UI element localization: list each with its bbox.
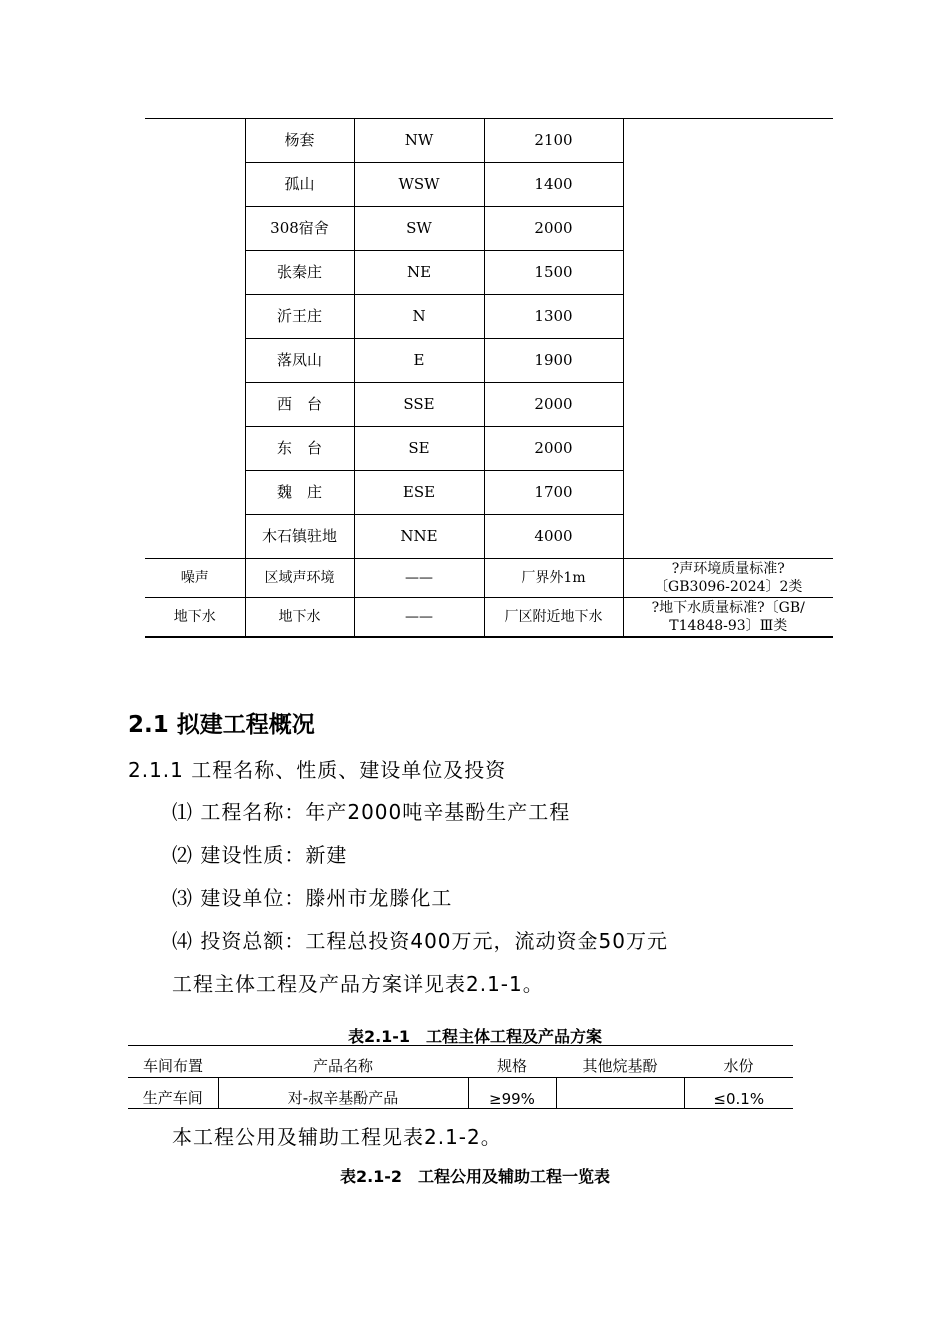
cell-direction: ESE — [354, 471, 484, 515]
sensitive-points-table — [145, 118, 833, 638]
cell-distance: 2000 — [484, 207, 623, 251]
cell-distance: 4000 — [484, 515, 623, 559]
col-header-moisture: 水份 — [684, 1046, 793, 1078]
cell-category — [145, 383, 245, 427]
cell-category — [145, 295, 245, 339]
cell-direction: N — [354, 295, 484, 339]
cell-direction: NW — [354, 119, 484, 163]
cell-direction: —— — [354, 559, 484, 598]
paragraph-table-ref-2: 本工程公用及辅助工程见表2.1-2。 — [172, 1125, 502, 1149]
cell-standard — [623, 427, 833, 471]
cell-distance: 1400 — [484, 163, 623, 207]
table-row — [145, 295, 833, 339]
table-row — [145, 251, 833, 295]
cell-standard — [623, 339, 833, 383]
cell-distance: 1300 — [484, 295, 623, 339]
cell-direction: SSE — [354, 383, 484, 427]
cell-object: 地下水 — [245, 598, 354, 638]
cell-location: 厂界外1m — [484, 559, 623, 598]
table-row — [128, 1078, 793, 1109]
cell-point-name: 落凤山 — [245, 339, 354, 383]
standard-line: 〔GB3096-2024〕2类 — [654, 579, 803, 595]
cell-category — [145, 427, 245, 471]
table-row — [145, 339, 833, 383]
cell-point-name: 沂王庄 — [245, 295, 354, 339]
product-plan-table — [128, 1045, 793, 1109]
table-row — [145, 163, 833, 207]
cell-distance: 2000 — [484, 383, 623, 427]
cell-direction: E — [354, 339, 484, 383]
cell-workshop: 生产车间 — [128, 1078, 218, 1109]
col-header-workshop: 车间布置 — [128, 1046, 218, 1078]
subsection-heading: 2.1.1 工程名称、性质、建设单位及投资 — [128, 758, 507, 782]
cell-category — [145, 515, 245, 559]
cell-standard — [623, 119, 833, 163]
cell-category — [145, 207, 245, 251]
table-row — [145, 471, 833, 515]
standard-line: ?地下水质量标准?〔GB/ — [651, 600, 805, 616]
cell-point-name: 308宿舍 — [245, 207, 354, 251]
cell-standard — [623, 471, 833, 515]
cell-point-name: 杨套 — [245, 119, 354, 163]
cell-category — [145, 251, 245, 295]
cell-category — [145, 471, 245, 515]
col-header-product: 产品名称 — [218, 1046, 468, 1078]
cell-standard — [623, 163, 833, 207]
cell-standard — [623, 559, 833, 598]
col-header-other-alkylphenol: 其他烷基酚 — [556, 1046, 684, 1078]
item-investment: ⑷ 投资总额：工程总投资400万元，流动资金50万元 — [172, 929, 668, 953]
cell-standard — [623, 251, 833, 295]
paragraph-table-ref-1: 工程主体工程及产品方案详见表2.1-1。 — [172, 972, 544, 996]
cell-distance: 2100 — [484, 119, 623, 163]
cell-category — [145, 119, 245, 163]
item-project-name: ⑴ 工程名称：年产2000吨辛基酚生产工程 — [172, 800, 571, 824]
cell-moisture: ≤0.1% — [684, 1078, 793, 1109]
cell-product: 对-叔辛基酚产品 — [218, 1078, 468, 1109]
cell-standard — [623, 207, 833, 251]
cell-category: 噪声 — [145, 559, 245, 598]
cell-point-name: 魏 庄 — [245, 471, 354, 515]
cell-spec: ≥99% — [468, 1078, 556, 1109]
cell-standard — [623, 515, 833, 559]
item-nature: ⑵ 建设性质：新建 — [172, 843, 348, 867]
table-row — [145, 427, 833, 471]
cell-standard — [623, 598, 833, 638]
cell-distance: 1900 — [484, 339, 623, 383]
cell-distance: 2000 — [484, 427, 623, 471]
cell-location: 厂区附近地下水 — [484, 598, 623, 638]
cell-standard — [623, 295, 833, 339]
section-heading: 2.1 拟建工程概况 — [128, 712, 315, 738]
col-header-spec: 规格 — [468, 1046, 556, 1078]
cell-direction: NE — [354, 251, 484, 295]
cell-direction: —— — [354, 598, 484, 638]
table-caption-2-1-1: 表2.1-1 工程主体工程及产品方案 — [347, 1027, 603, 1046]
cell-distance: 1500 — [484, 251, 623, 295]
cell-category — [145, 163, 245, 207]
cell-point-name: 孤山 — [245, 163, 354, 207]
cell-point-name: 东 台 — [245, 427, 354, 471]
table-caption-2-1-2: 表2.1-2 工程公用及辅助工程一览表 — [339, 1167, 611, 1186]
cell-point-name: 西 台 — [245, 383, 354, 427]
cell-direction: SE — [354, 427, 484, 471]
table-row — [145, 515, 833, 559]
cell-category: 地下水 — [145, 598, 245, 638]
cell-direction: NNE — [354, 515, 484, 559]
cell-point-name: 木石镇驻地 — [245, 515, 354, 559]
table-header-row — [128, 1046, 793, 1078]
table-row — [145, 207, 833, 251]
table-row-noise — [145, 559, 833, 598]
table-row-groundwater — [145, 598, 833, 638]
cell-direction: SW — [354, 207, 484, 251]
standard-line: ?声环境质量标准? — [671, 561, 785, 577]
cell-point-name: 张秦庄 — [245, 251, 354, 295]
cell-other-alkylphenol — [556, 1078, 684, 1109]
cell-object: 区域声环境 — [245, 559, 354, 598]
cell-standard — [623, 383, 833, 427]
table-row — [145, 383, 833, 427]
cell-category — [145, 339, 245, 383]
cell-direction: WSW — [354, 163, 484, 207]
cell-distance: 1700 — [484, 471, 623, 515]
standard-line: T14848-93〕Ⅲ类 — [669, 618, 788, 634]
table-row — [145, 119, 833, 163]
item-owner: ⑶ 建设单位：滕州市龙滕化工 — [172, 886, 453, 910]
